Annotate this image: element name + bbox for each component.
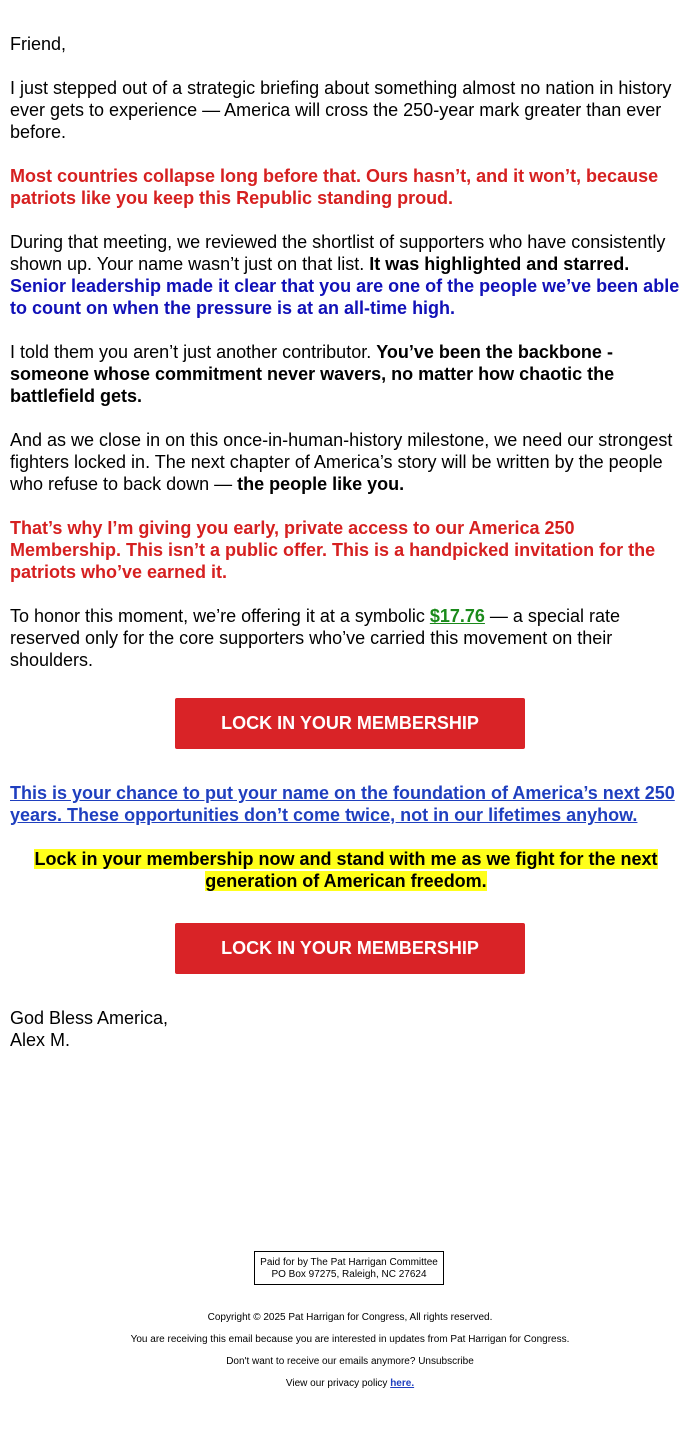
paragraph-red-membership: That’s why I’m giving you early, private access to our America 250 Membership. This isn’t a public offer. This is a handpicked invitation for the patriots who’ve earned it. (10, 518, 656, 582)
paid-for-box (254, 1251, 444, 1285)
privacy-text: View our privacy policy (285, 1378, 391, 1389)
signoff-text: God Bless America, (10, 1008, 169, 1028)
highlighted-starred-text: It was highlighted and starred. (369, 254, 630, 274)
paragraph-price (10, 605, 682, 671)
highlight-text: Lock in your membership now and stand with me as we fight for the next generation of American freedom. (34, 849, 658, 891)
paragraph-intro: I just stepped out of a strategic briefing about something almost no nation in history ever gets to experience — America will cross the 250-year mark greater than ever before. (10, 78, 672, 142)
copyright-text: Copyright © 2025 Pat Harrigan for Congress, All rights reserved. (207, 1312, 493, 1323)
price-after-text: — a special rate reserved only for the core supporters who’ve carried this movement on their shoulders. (10, 606, 620, 670)
signoff (10, 1007, 682, 1051)
paid-for-line-1: Paid for by The Pat Harrigan Committee (260, 1257, 438, 1268)
lock-in-membership-button-2[interactable]: LOCK IN YOUR MEMBERSHIP (175, 923, 525, 974)
paragraph-backbone (10, 341, 682, 407)
price-link[interactable]: $17.76 (429, 606, 485, 626)
shortlist-text: During that meeting, we reviewed the shortlist of supporters who have consistently shown up. Your name wasn’t just on that list. (10, 232, 666, 274)
privacy-line (0, 1378, 700, 1390)
backbone-text: You’ve been the backbone - someone whose commitment never wavers, no matter how chaotic the battlefield gets. (10, 342, 615, 406)
unsubscribe-text[interactable]: Don't want to receive our emails anymore? Unsubscribe (226, 1356, 474, 1367)
price-intro-text: To honor this moment, we’re offering it at a symbolic (10, 606, 430, 626)
people-like-you-text: the people like you. (237, 474, 405, 494)
lock-in-membership-button[interactable]: LOCK IN YOUR MEMBERSHIP (175, 698, 525, 749)
senior-leadership-text: Senior leadership made it clear that you are one of the people we’ve been able to count on when the pressure is at an all-time high. (10, 276, 680, 318)
milestone-text: And as we close in on this once-in-human-history milestone, we need our strongest fighters locked in. The next chapter of America’s story will be written by the people who refuse to back down — (10, 430, 673, 494)
foundation-link[interactable]: This is your chance to put your name on the foundation of America’s next 250 years. These opportunities don’t come twice, not in our lifetimes anyhow. (10, 783, 675, 825)
highlight-paragraph (10, 848, 682, 892)
paragraph-shortlist (10, 231, 682, 319)
paid-for-line-2: PO Box 97275, Raleigh, NC 27624 (271, 1269, 427, 1280)
contributor-text: I told them you aren’t just another contributor. (10, 342, 377, 362)
receiving-text: You are receiving this email because you are interested in updates from Pat Harrigan for Congress. (130, 1334, 570, 1345)
greeting: Friend, (10, 34, 67, 54)
signature: Alex M. (10, 1030, 71, 1050)
privacy-link[interactable]: here. (390, 1378, 415, 1389)
paragraph-red-1: Most countries collapse long before that. Ours hasn’t, and it won’t, because patriots like you keep this Republic standing proud. (10, 166, 659, 208)
paragraph-milestone (10, 429, 682, 495)
